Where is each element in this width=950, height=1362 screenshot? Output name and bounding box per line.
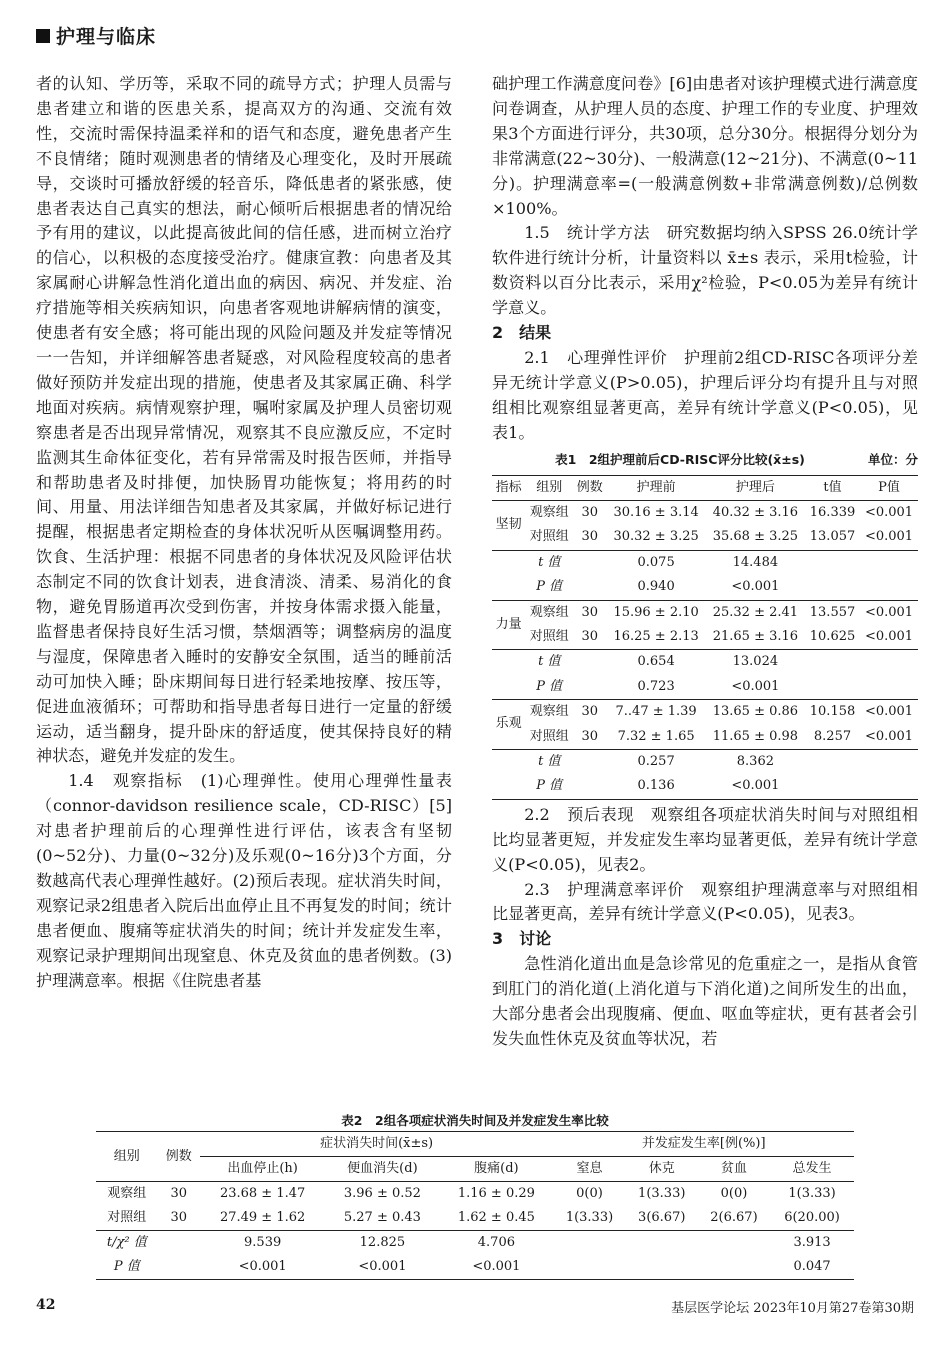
table-cell: 1(3.33) [788,1186,836,1201]
table1-header: 护理后 [735,479,775,495]
table-cell: 12.825 [359,1235,406,1250]
paragraph-1-4: 1.4 观察指标 (1)心理弹性。使用心理弹性量表（connor-davidson resilience scale，CD-RISC）[5]对患者护理前后的心理弹性进行评估，该表含有坚韧(0~52分)、力量(0~32分)及乐观(0~16分)3个方面，分数越高代表心理弹性越好。(2)预后表现。症状消失时间，观察记录2组患者入院后出血停止且不再复发的时间；统计患者便血、腹痛等症状消失的时间；统计并发症发生率，观察记录护理期间出现窒息、休克及贫血的患者例数。(3)护理满意率。根据《住院患者基 [36,771,452,990]
p-label: P 值 [536,678,563,694]
table-cell: 1(3.33) [565,1210,614,1225]
table-row [492,675,918,700]
table-cell: <0.001 [238,1259,287,1274]
table-cell: 13.024 [732,654,779,670]
table2-header-group: 组别 [113,1148,140,1164]
table-cell: 30 [581,504,599,520]
table-cell: 30 [170,1186,187,1201]
table-cell: <0.001 [864,628,914,644]
table-cell: <0.001 [864,529,914,545]
table-cell: 10.158 [809,704,856,720]
table1-header: 例数 [576,479,603,495]
table-cell [525,575,573,600]
table-cell: 11.65 ± 0.98 [712,728,799,744]
table-cell: <0.001 [864,728,914,744]
table-cell: 30 [581,604,599,620]
table-cell: 6(20.00) [784,1210,840,1225]
table1-indicator: 坚韧 [495,517,522,533]
stat-label: t/χ² 值 [106,1235,147,1250]
table1-header: P值 [878,479,900,495]
journal-info: 基层医学论坛 2023年10月第27卷第30期 [671,1301,914,1316]
table-row [96,1182,854,1207]
table-cell: 观察组 [529,704,569,720]
table-cell: 13.557 [809,604,856,620]
table-row [96,1231,854,1256]
table-row [492,650,918,675]
table-cell: <0.001 [472,1259,521,1274]
table-cell: 观察组 [529,604,569,620]
table-cell: 9.539 [244,1235,282,1250]
table-row [96,1255,854,1280]
table-cell: 35.68 ± 3.25 [712,529,799,545]
page-header [36,22,914,54]
table-cell: 0(0) [576,1186,603,1201]
left-column [36,72,452,994]
table-cell: 8.257 [813,728,852,744]
table-row [492,700,918,725]
table-cell: 1.62 ± 0.45 [457,1210,535,1225]
table-cell: 5.27 ± 0.43 [343,1210,421,1225]
table1-indicator: 乐观 [495,716,522,732]
p-label: P 值 [113,1259,140,1274]
table-row [492,625,918,650]
p-label: P 值 [536,579,563,595]
table2-subheader: 便血消失(d) [347,1161,418,1176]
table-cell: <0.001 [358,1259,407,1274]
table-cell: 16.25 ± 2.13 [613,628,699,644]
section-heading-discussion: 3 讨论 [492,929,552,949]
table2-caption: 表2 2组各项症状消失时间及并发症发生率比较 [341,1113,609,1128]
table-cell: 25.32 ± 2.41 [712,604,799,620]
paragraph-2-2: 2.2 预后表现 观察组各项症状消失时间与对照组相比均显著更短，并发症发生率均显著更低，差异有统计学意义(P<0.05)，见表2。 [492,804,918,874]
header-title: 护理与临床 [56,26,157,48]
table-row [492,525,918,550]
table-cell: 1.16 ± 0.29 [457,1186,535,1201]
table1-caption [492,448,918,473]
table-cell: 30 [581,704,599,720]
table-cell: <0.001 [731,778,780,794]
table-cell: 23.68 ± 1.47 [219,1186,306,1201]
table-cell: <0.001 [731,678,780,694]
table-cell: 4.706 [477,1235,515,1250]
table-row [492,749,918,774]
table-cell: 0.723 [637,678,675,694]
table-cell: 对照组 [529,529,569,545]
table2-subheader: 总发生 [792,1161,832,1176]
table2-block [96,1109,854,1280]
table-row [492,600,918,625]
table-cell: 0.047 [793,1259,831,1274]
t-label: t 值 [538,554,561,570]
table-row [492,725,918,750]
table2-subheader: 窒息 [576,1161,603,1176]
table-cell: 8.362 [736,753,774,769]
table-row [492,550,918,575]
table-cell: 1(3.33) [638,1186,686,1201]
table-cell: 30 [581,529,599,545]
table2-header-n: 例数 [165,1148,192,1164]
table-cell: 30 [581,628,599,644]
paragraph-2-3: 2.3 护理满意率评价 观察组护理满意率与对照组相比显著更高，差异有统计学意义(P<0.05)，见表3。 [492,879,918,924]
section-heading-results: 2 结果 [492,323,552,343]
table-cell: 30.32 ± 3.25 [613,529,699,545]
table-cell: 15.96 ± 2.10 [613,604,699,620]
table-cell [96,1255,158,1280]
table-cell: 13.057 [809,529,856,545]
table-cell: 13.65 ± 0.86 [712,704,799,720]
table-cell: <0.001 [731,579,780,595]
table-cell: <0.001 [864,604,914,620]
table1 [492,475,918,800]
table-cell: 对照组 [529,628,569,644]
table-row [96,1206,854,1231]
table-cell: 30 [581,728,599,744]
table-cell: 0.257 [637,753,675,769]
table-cell: 0.075 [637,554,675,570]
table-cell: <0.001 [864,504,914,520]
paragraph-1-5: 1.5 统计学方法 研究数据均纳入SPSS 26.0统计学软件进行统计分析，计量资料以 x̄±s 表示，采用t检验，计数资料以百分比表示，采用χ²检验，P<0.05为差异有统计学意义。 [492,223,918,318]
table2-subheader: 腹痛(d) [474,1161,519,1176]
t-label: t 值 [538,753,561,769]
table2 [96,1131,854,1280]
table-cell [96,1231,158,1256]
table-cell [525,749,573,774]
page-number: 42 [36,1297,56,1313]
table-cell: 3.96 ± 0.52 [343,1186,421,1201]
paragraph-discussion: 急性消化道出血是急诊常见的危重症之一，是指从食管到肛门的消化道(上消化道与下消化道)之间所发生的出血，大部分患者会出现腹痛、便血、呕血等症状，更有甚者会引发失血性休克及贫血等状况，若 [492,954,918,1048]
table1-header: 护理前 [636,479,676,495]
table1-unit: 单位：分 [867,451,918,467]
table-cell: 2(6.67) [710,1210,758,1225]
table-cell: 0(0) [720,1186,748,1201]
table2-header-symptom: 症状消失时间(x̄±s) [200,1132,554,1157]
table-cell [525,650,573,675]
table-cell: 7..47 ± 1.39 [615,704,697,720]
right-column [492,72,918,1052]
table2-subheader: 出血停止(h) [227,1161,298,1176]
table-cell: 16.339 [809,504,856,520]
table1-header: 组别 [536,479,563,495]
paragraph-2-1: 2.1 心理弹性评价 护理前2组CD-RISC各项评分差异无统计学意义(P>0.05)，护理后评分均有提升且与对照组相比观察组显著更高，差异有统计学意义(P<0.05)，见表1。 [492,347,918,442]
table-row [492,774,918,799]
header-square-icon [36,29,50,43]
paragraph: 者的认知、学历等，采取不同的疏导方式；护理人员需与患者建立和谐的医患关系，提高双方的沟通、交流有效性，交流时需保持温柔祥和的语气和态度，避免患者产生不良情绪；随时观测患者的情绪及心理变化，及时开展疏导，交谈时可播放舒缓的轻音乐，降低患者的紧张感，使患者表达自己真实的想法，耐心倾听后根据患者的情况给予有用的建议，以此提高彼此间的信任感，进而树立治疗的信心，以积极的态度接受治疗。健康宣教：向患者及其家属耐心讲解急性消化道出血的病因、病况、并发症、治疗措施等相关疾病知识，向患者客观地讲解病情的演变，使患者有安全感；将可能出现的风险问题及并发症等情况一一告知，并详细解答患者疑惑，对风险程度较高的患者做好预防并发症出现的措施，使患者及其家属正确、科学地面对疾病。病情观察护理，嘱咐家属及护理人员密切观察患者是否出现异常情况，观察其不良应激反应，不定时监测其生命体征变化，若有异常需及时报告医师，并指导和帮助患者及时排便，加快肠胃功能恢复；将用药的时间、用量、用法详细告知患者及其家属，并做好标记进行提醒，根据患者定期检查的身体状况听从医嘱调整用药。饮食、生活护理：根据不同患者的身体状况及风险评估状态制定不同的饮食计划表，进食清淡、清柔、易消化的食物，避免胃肠道再次受到伤害，并按身体需求摄入能量，监督患者保持良好生活习惯，禁烟酒等；调整病房的温度与湿度，保障患者入睡时的安静安全氛围，适当的睡前活动可加快入睡；卧床期间每日进行轻柔地按摩、按压等，促进血液循环；可帮助和指导患者每日进行一定量的舒缓运动，适当翻身，提升卧床的舒适度，使其保持良好的精神状态，避免并发症的发生。 [36,74,452,766]
t-label: t 值 [538,654,561,670]
table-cell: 对照组 [107,1210,147,1225]
table-cell: 40.32 ± 3.16 [712,504,799,520]
table1-caption-text: 表1 2组护理前后CD-RISC评分比较(x̄±s) [555,451,805,467]
p-label: P 值 [536,778,563,794]
table2-header-complication: 并发症发生率[例(%)] [553,1132,854,1157]
table-cell: 7.32 ± 1.65 [617,728,695,744]
table-row [492,575,918,600]
table-cell: 14.484 [732,554,779,570]
table-cell: 0.136 [637,778,675,794]
table-cell: 观察组 [529,504,569,520]
table-cell: 观察组 [107,1186,147,1201]
table-cell [525,774,573,799]
table-cell [525,550,573,575]
table-cell: 27.49 ± 1.62 [219,1210,306,1225]
table-cell: 3.913 [793,1235,831,1250]
table-row [492,500,918,525]
table-cell: 30.16 ± 3.14 [613,504,699,520]
table-cell: 30 [170,1210,187,1225]
table-cell: 3(6.67) [638,1210,686,1225]
table-cell: <0.001 [864,704,914,720]
table-cell: 10.625 [809,628,856,644]
table1-indicator: 力量 [495,616,522,632]
table-cell [525,675,573,700]
paragraph: 础护理工作满意度问卷》[6]由患者对该护理模式进行满意度问卷调查，从护理人员的态度、护理工作的专业度、护理效果3个方面进行评分，共30项，总分30分。根据得分划分为非常满意(22~30分)、一般满意(12~21分)、不满意(0~11分)。护理满意率=(一般满意例数+非常满意例数)/总例数×100%。 [492,74,918,218]
table1-header: t值 [823,479,842,495]
table2-subheader: 休克 [648,1161,675,1176]
table-cell: 0.940 [637,579,675,595]
table-cell: 0.654 [637,654,675,670]
table2-subheader: 贫血 [720,1161,747,1176]
table-cell: 对照组 [529,728,569,744]
table1-header: 指标 [495,479,522,495]
table-cell: 21.65 ± 3.16 [712,628,799,644]
